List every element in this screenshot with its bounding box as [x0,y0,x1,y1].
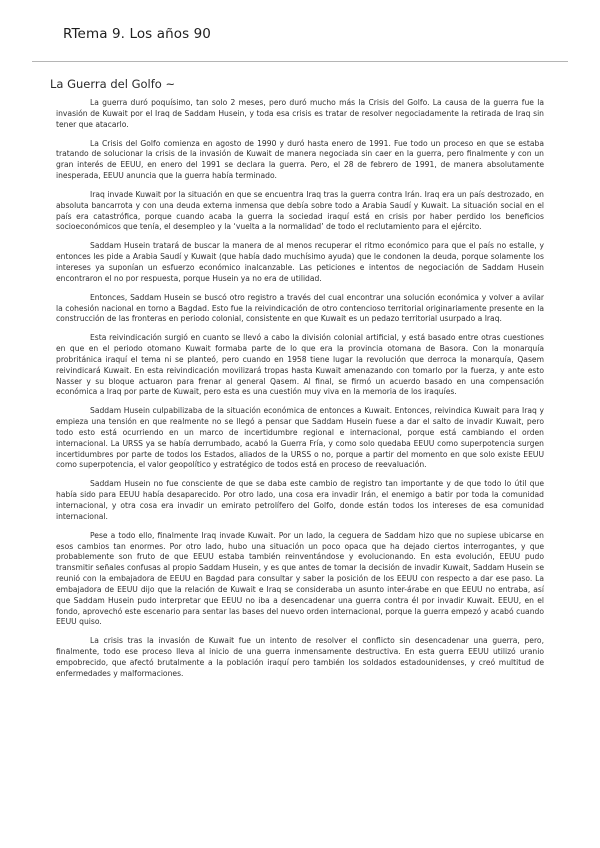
paragraph: Saddam Husein culpabilizaba de la situación económica de entonces a Kuwait. Entonces, reivindica Kuwait para Iraq y empieza una tensión en que realmente no se llegó a pensar que Saddam Husein fuese a dar el salto de invadir Kuwait, pero todo esto está ocurriendo en un marco de incertidumbre regional e internacional, porque está cambiando el orden internacional. La URSS ya se había derrumbado, acabó la Guerra Fría, y como solo quedaba EEUU como superpotencia surgen incertidumbres por parte de todos los Estados, aliados de la URSS o no, porque a partir del momento en que solo existe EEUU como superpotencia, el valor geopolítico y estratégico de todos está en proceso de reevaluación. [56,406,544,470]
paragraph: La guerra duró poquísimo, tan solo 2 meses, pero duró mucho más la Crisis del Golfo. La causa de la guerra fue la invasión de Kuwait por el Iraq de Saddam Husein, y toda esa crisis es tratar de resolver negociadamente la retirada de Iraq sin tener que atacarlo. [56,98,544,129]
paragraph: Esta reivindicación surgió en cuanto se llevó a cabo la división colonial artificial, y está basado entre otras cuestiones en que en el periodo otomano Kuwait formaba parte de lo que era la provincia otomana de Basora. Con la monarquía probritánica iraquí el tema ni se planteó, pero cuando en 1958 tiene lugar la revolución que derroca la monarquía, Qasem reivindicará Kuwait. En esta reivindicación movilizará tropas hasta Kuwait amenazando con tomarlo por la fuerza, y ante esto Nasser y su bloque actuaron para frenar al general Qasem. Al final, se firmó un acuerdo basado en una compensación económica a Iraq por parte de Kuwait, pero esta es una cuestión muy viva en la memoria de los iraquíes. [56,333,544,397]
paragraph: Saddam Husein tratará de buscar la manera de al menos recuperar el ritmo económico para que el país no estalle, y entonces les pide a Arabia Saudí y Kuwait (que había dado muchísimo ayuda) que le condonen la deuda, porque solamente los intereses ya suponían un esfuerzo económico inalcanzable. Las peticiones e intentos de negociación de Saddam Husein encontraron el no por respuesta, porque Husein ya no era de utilidad. [56,241,544,283]
section-title: La Guerra del Golfo ~ [50,77,176,91]
body-text [56,98,544,688]
title-divider [32,61,568,62]
paragraph: Pese a todo ello, finalmente Iraq invade Kuwait. Por un lado, la ceguera de Saddam hizo que no supiese ubicarse en esos cambios tan enormes. Por otro lado, hubo una situación un poco opaca que ha dejado ciertos interrogantes, y que probablemente son fruto de que EEUU estaba también reinventándose y evolucionando. En esta evolución, EEUU pudo transmitir señales confusas al propio Saddam Husein, y es que antes de tomar la decisión de invadir Kuwait, Saddam Husein se reunió con la embajadora de EEUU en Bagdad para consultar y saber la posición de los EEUU con respecto a dar ese paso. La embajadora de EEUU dijo que la relación de Kuwait e Iraq se consideraba un asunto inter-árabe en que EEUU no entraba, así que Saddam Husein pudo interpretar que EEUU no iba a desencadenar una guerra contra él por invadir Kuwait. EEUU, en el fondo, aprovechó este escenario para sentar las bases del nuevo orden internacional, porque la guerra empezó y acabó cuando EEUU quiso. [56,530,544,627]
paragraph: Iraq invade Kuwait por la situación en que se encuentra Iraq tras la guerra contra Irán. Iraq era un país destrozado, en absoluta bancarrota y con una deuda externa inmensa que debía sobre todo a Arabia Saudí y Kuwait. La situación social en el país era catastrófica, porque cuando acaba la guerra la sociedad iraquí está en crisis por haber perdido los beneficios socioeconómicos que tenía, el desempleo y la ‘vuelta a la normalidad’ de todo el reclutamiento para el ejército. [56,189,544,232]
paragraph: La Crisis del Golfo comienza en agosto de 1990 y duró hasta enero de 1991. Fue todo un proceso en que se estaba tratando de solucionar la crisis de la invasión de Kuwait de manera negociada sin caer en la guerra, pero finalmente y con un gran interés de EEUU, en enero del 1991 se declara la guerra. Pero, el 28 de febrero de 1991, de manera absolutamente inesperada, EEUU anuncia que la guerra había terminado. [56,138,544,181]
paragraph: Entonces, Saddam Husein se buscó otro registro a través del cual encontrar una solución económica y volver a avilar la cohesión nacional en torno a Bagdad. Esto fue la reivindicación de otro contencioso territorial originariamente presente en la construcción de las fronteras en periodo colonial, consistente en que Kuwait es un pedazo territorial usurpado a Iraq. [56,292,544,324]
paragraph: La crisis tras la invasión de Kuwait fue un intento de resolver el conflicto sin desencadenar una guerra, pero, finalmente, todo ese proceso lleva al inicio de una guerra inmensamente destructiva. En esta guerra EEUU utilizó uranio empobrecido, que afectó brutalmente a la población iraquí pero también los soldados estadounidenses, y creó multitud de enfermedades y malformaciones. [56,636,544,678]
paragraph: Saddam Husein no fue consciente de que se daba este cambio de registro tan importante y de que todo lo útil que había sido para EEUU había desaparecido. Por otro lado, una cosa era invadir Irán, el enemigo a batir por toda la comunidad internacional, y otra cosa era invadir un emirato petrolífero del Golfo, donde están todos los intereses de esa comunidad internacional. [56,479,544,521]
document-title: RTema 9. Los años 90 [63,26,212,42]
